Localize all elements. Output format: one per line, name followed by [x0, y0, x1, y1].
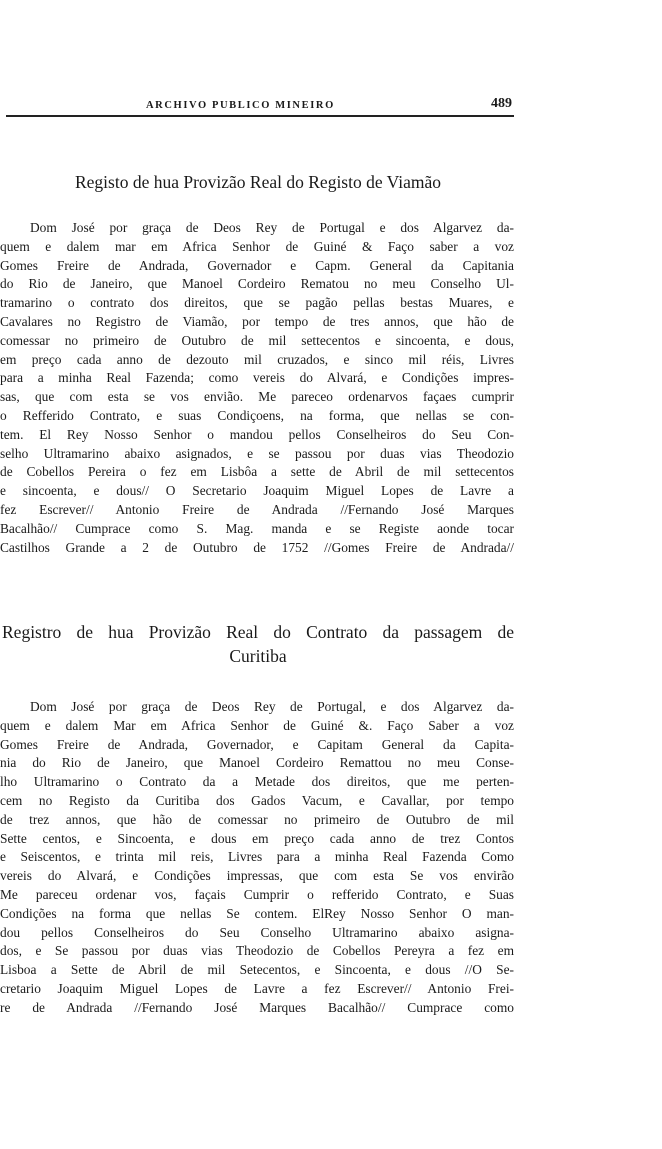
text-line: Dom José por graça de Deos Rey de Portugal e dos Algarvez da-: [30, 220, 514, 235]
text-line: sas, que com esta se vos envião. Me pareceo ordenarvos façaes cumprir: [0, 389, 514, 405]
text-line: tramarino o contrato dos direitos, que se pagão pellas bestas Muares, e: [0, 295, 514, 311]
text-line: selho Ultramarino abaixo asignados, e se passou por duas vias Theodozio: [0, 445, 514, 461]
text-line: Bacalhão// Cumprace como S. Mag. manda e se Registe aonde tocar: [0, 520, 514, 536]
text-line: re de Andrada //Fernando José Marques Bacalhão// Cumprace como: [0, 999, 514, 1015]
text-line: Castilhos Grande a 2 de Outubro de 1752 //Gomes Freire de Andrada//: [0, 539, 514, 555]
text-line: e sincoenta, e dous// O Secretario Joaquim Miguel Lopes de Lavre a: [0, 483, 514, 499]
text-line: dou pellos Conselheiros do Seu Conselho Ultramarino abaixo asigna-: [0, 924, 514, 940]
text-line: quem e dalem Mar em Africa Senhor de Guiné &. Faço Saber a voz: [0, 717, 514, 733]
text-line: e Seiscentos, e trinta mil reis, Livres para a minha Real Fazenda Como: [0, 849, 514, 865]
section-1-title: Registo de hua Provizão Real do Registo de Viamão: [74, 172, 442, 192]
text-line: Condições na forma que nellas Se contem. ElRey Nosso Senhor O man-: [0, 905, 514, 921]
running-header: [6, 96, 514, 118]
text-line: Gomes Freire de Andrada, Governador, e Capitam General da Capita-: [0, 736, 514, 752]
text-line: tem. El Rey Nosso Senhor o mandou pellos Conselheiros do Seu Con-: [0, 426, 514, 442]
text-line: Sette centos, e Sincoenta, e dous em preço cada anno de trez Contos: [0, 830, 514, 846]
text-line: em preço cada anno de dezouto mil cruzados, e sinco mil réis, Livres: [0, 351, 514, 367]
text-line: Me pareceu ordenar vos, façais Cumprir o refferido Contrato, e Suas: [0, 886, 514, 902]
text-line: lho Ultramarino o Contrato da a Metade dos direitos, que me perten-: [0, 774, 514, 790]
section-2-title-line-1: Registro de hua Provizão Real do Contrato da passagem de: [2, 622, 514, 642]
running-title: ARCHIVO PUBLICO MINEIRO: [146, 100, 335, 111]
section-2-title-line-2: Curitiba: [229, 646, 287, 666]
text-line: Dom José por graça de Deos Rey de Portugal, e dos Algarvez da-: [30, 699, 514, 714]
text-line: do Rio de Janeiro, que Manoel Cordeiro Rematou no meu Conselho Ul-: [0, 276, 514, 292]
text-line: comessar no primeiro de Outubro de mil settecentos e sincoenta, e dous,: [0, 332, 514, 348]
page-number: 489: [491, 96, 512, 111]
section-1-body: [0, 219, 514, 557]
text-line: cretario Joaquim Miguel Lopes de Lavre a fez Escrever// Antonio Frei-: [0, 980, 514, 996]
text-line: de trez annos, que hão de comessar no primeiro de Outubro de mil: [0, 811, 514, 827]
section-2-title: [0, 620, 516, 668]
text-line: Lisboa a Sette de Abril de mil Setecentos, e Sincoenta, e dous //O Se-: [0, 962, 514, 978]
text-line: nia do Rio de Janeiro, que Manoel Cordeiro Remattou no meu Conse-: [0, 755, 514, 771]
header-rule: [6, 115, 514, 117]
text-line: para a minha Real Fazenda; como vereis do Alvará, e Condições impres-: [0, 370, 514, 386]
text-line: Cavalares no Registro de Viamão, por tempo de tres annos, que hão de: [0, 313, 514, 329]
text-line: Gomes Freire de Andrada, Governador e Capm. General da Capitania: [0, 257, 514, 273]
text-line: quem e dalem mar em Africa Senhor de Guiné & Faço saber a voz: [0, 238, 514, 254]
text-line: cem no Registo da Curitiba dos Gados Vacum, e Cavallar, por tempo: [0, 792, 514, 808]
text-line: fez Escrever// Antonio Freire de Andrada //Fernando José Marques: [0, 501, 514, 517]
text-line: vereis do Alvará, e Condições impressas, que com esta Se vos envirão: [0, 868, 514, 884]
text-line: o Refferido Contrato, e suas Condiçoens, na forma, que nellas se con-: [0, 407, 514, 423]
section-2-body: [0, 698, 514, 1018]
text-line: dos, e Se passou por duas vias Theodozio de Cobellos Pereyra a fez em: [0, 943, 514, 959]
text-line: de Cobellos Pereira o fez em Lisbôa a sette de Abril de mil settecentos: [0, 464, 514, 480]
